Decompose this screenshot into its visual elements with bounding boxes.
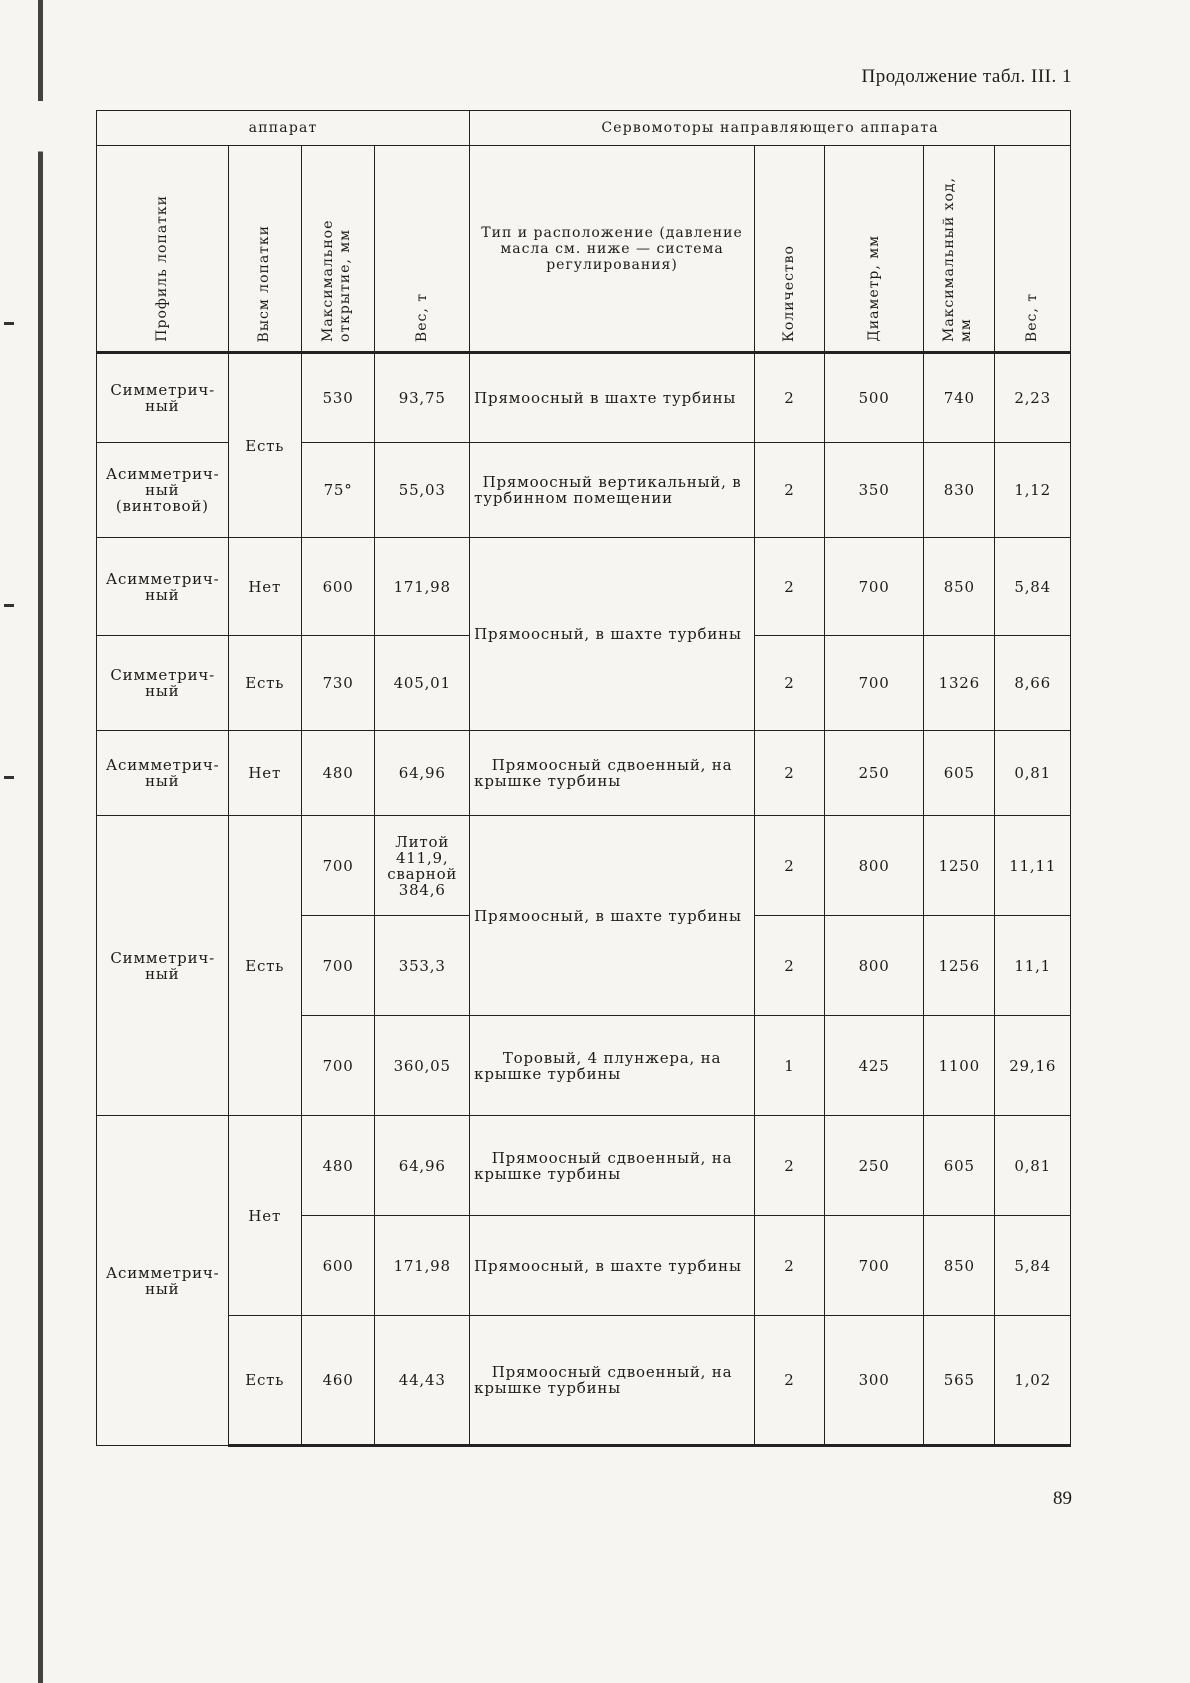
cell-type: Прямоосный, в шахте турбины bbox=[470, 538, 755, 731]
cell-profile: Симметричный bbox=[97, 816, 229, 1116]
table-row bbox=[97, 353, 1071, 443]
table-row bbox=[97, 731, 1071, 816]
cell-weight2: 11,11 bbox=[995, 816, 1071, 916]
cell-weight2: 29,16 bbox=[995, 1016, 1071, 1116]
col-header-opening: Максимальное открытие, мм bbox=[301, 146, 374, 353]
cell-opening: 700 bbox=[301, 816, 374, 916]
cell-diameter: 425 bbox=[825, 1016, 924, 1116]
table-row bbox=[97, 1316, 1071, 1446]
cell-diameter: 800 bbox=[825, 916, 924, 1016]
cell-opening: 730 bbox=[301, 636, 374, 731]
cell-opening: 600 bbox=[301, 538, 374, 636]
cell-diameter: 250 bbox=[825, 1116, 924, 1216]
cell-weight2: 5,84 bbox=[995, 538, 1071, 636]
cell-opening: 460 bbox=[301, 1316, 374, 1446]
cell-weight2: 1,12 bbox=[995, 443, 1071, 538]
table-continuation-caption: Продолжение табл. III. 1 bbox=[861, 66, 1072, 87]
cell-weight: 64,96 bbox=[375, 1116, 470, 1216]
cell-weight: 360,05 bbox=[375, 1016, 470, 1116]
table-row bbox=[97, 1116, 1071, 1216]
cell-stroke: 565 bbox=[924, 1316, 995, 1446]
cell-opening: 530 bbox=[301, 353, 374, 443]
cell-weight: 64,96 bbox=[375, 731, 470, 816]
cell-weight2: 11,1 bbox=[995, 916, 1071, 1016]
cell-diameter: 700 bbox=[825, 1216, 924, 1316]
cell-opening: 700 bbox=[301, 916, 374, 1016]
cell-opening: 600 bbox=[301, 1216, 374, 1316]
cell-stroke: 1100 bbox=[924, 1016, 995, 1116]
cell-stroke: 605 bbox=[924, 1116, 995, 1216]
page-number: 89 bbox=[1053, 1488, 1072, 1509]
cell-weight: 55,03 bbox=[375, 443, 470, 538]
cell-count: 2 bbox=[754, 636, 824, 731]
cell-opening: 75° bbox=[301, 443, 374, 538]
cell-weight: 93,75 bbox=[375, 353, 470, 443]
col-header-weight2: Вес, т bbox=[995, 146, 1071, 353]
cell-count: 2 bbox=[754, 1316, 824, 1446]
cell-diameter: 800 bbox=[825, 816, 924, 916]
cell-weight2: 5,84 bbox=[995, 1216, 1071, 1316]
cell-weight: Литой 411,9, сварной 384,6 bbox=[375, 816, 470, 916]
cell-profile: Асимметричный bbox=[97, 1116, 229, 1446]
scan-binding-edge bbox=[38, 0, 43, 1683]
cell-count: 1 bbox=[754, 1016, 824, 1116]
col-header-count: Количество bbox=[754, 146, 824, 353]
cell-height: Есть bbox=[228, 636, 301, 731]
cell-stroke: 850 bbox=[924, 1216, 995, 1316]
table-row bbox=[97, 816, 1071, 916]
cell-profile: Симметричный bbox=[97, 636, 229, 731]
cell-stroke: 830 bbox=[924, 443, 995, 538]
cell-type: Прямоосный сдвоенный, на крышке турбины bbox=[470, 1116, 755, 1216]
cell-weight: 171,98 bbox=[375, 538, 470, 636]
cell-height: Нет bbox=[228, 1116, 301, 1316]
col-header-stroke: Максимальный ход, мм bbox=[924, 146, 995, 353]
cell-type: Прямоосный сдвоенный, на крышке турбины bbox=[470, 731, 755, 816]
cell-height: Нет bbox=[228, 538, 301, 636]
cell-count: 2 bbox=[754, 353, 824, 443]
cell-height: Нет bbox=[228, 731, 301, 816]
cell-count: 2 bbox=[754, 1116, 824, 1216]
cell-stroke: 605 bbox=[924, 731, 995, 816]
cell-profile: Симметричный bbox=[97, 353, 229, 443]
col-header-diameter: Диаметр, мм bbox=[825, 146, 924, 353]
turbine-data-table bbox=[96, 110, 1071, 1447]
cell-type: Прямоосный, в шахте турбины bbox=[470, 1216, 755, 1316]
cell-weight: 171,98 bbox=[375, 1216, 470, 1316]
cell-stroke: 1250 bbox=[924, 816, 995, 916]
cell-height: Есть bbox=[228, 816, 301, 1116]
cell-stroke: 850 bbox=[924, 538, 995, 636]
cell-weight: 405,01 bbox=[375, 636, 470, 731]
cell-stroke: 1256 bbox=[924, 916, 995, 1016]
cell-type: Прямоосный вертикальный, в турбинном помещении bbox=[470, 443, 755, 538]
cell-diameter: 350 bbox=[825, 443, 924, 538]
cell-type: Торовый, 4 плунжера, на крышке турбины bbox=[470, 1016, 755, 1116]
cell-count: 2 bbox=[754, 443, 824, 538]
cell-diameter: 700 bbox=[825, 538, 924, 636]
cell-profile: Асимметричный bbox=[97, 538, 229, 636]
group-header-servomotors: Сервомоторы направляющего аппарата bbox=[470, 111, 1071, 146]
cell-stroke: 1326 bbox=[924, 636, 995, 731]
cell-type: Прямоосный сдвоенный, на крышке турбины bbox=[470, 1316, 755, 1446]
cell-weight: 44,43 bbox=[375, 1316, 470, 1446]
cell-stroke: 740 bbox=[924, 353, 995, 443]
cell-diameter: 250 bbox=[825, 731, 924, 816]
cell-opening: 700 bbox=[301, 1016, 374, 1116]
cell-opening: 480 bbox=[301, 731, 374, 816]
cell-count: 2 bbox=[754, 1216, 824, 1316]
col-header-profile: Профиль лопатки bbox=[97, 146, 229, 353]
cell-height: Есть bbox=[228, 1316, 301, 1446]
cell-weight: 353,3 bbox=[375, 916, 470, 1016]
scan-mark bbox=[4, 776, 14, 779]
cell-profile: Асимметричный (винтовой) bbox=[97, 443, 229, 538]
cell-diameter: 500 bbox=[825, 353, 924, 443]
cell-weight2: 0,81 bbox=[995, 731, 1071, 816]
cell-opening: 480 bbox=[301, 1116, 374, 1216]
cell-count: 2 bbox=[754, 816, 824, 916]
scan-mark bbox=[4, 322, 14, 325]
cell-type: Прямоосный, в шахте турбины bbox=[470, 816, 755, 1016]
cell-count: 2 bbox=[754, 731, 824, 816]
cell-count: 2 bbox=[754, 538, 824, 636]
cell-weight2: 2,23 bbox=[995, 353, 1071, 443]
cell-type: Прямоосный в шахте турбины bbox=[470, 353, 755, 443]
cell-weight2: 1,02 bbox=[995, 1316, 1071, 1446]
cell-diameter: 300 bbox=[825, 1316, 924, 1446]
col-header-weight: Вес, т bbox=[375, 146, 470, 353]
group-header-apparatus: аппарат bbox=[97, 111, 470, 146]
cell-profile: Асимметричный bbox=[97, 731, 229, 816]
cell-height: Есть bbox=[228, 353, 301, 538]
col-header-type: Тип и расположение (давление масла см. ниже — система регулирования) bbox=[470, 146, 755, 353]
cell-diameter: 700 bbox=[825, 636, 924, 731]
table-row bbox=[97, 538, 1071, 636]
col-header-height: Высм лопатки bbox=[228, 146, 301, 353]
cell-weight2: 8,66 bbox=[995, 636, 1071, 731]
cell-count: 2 bbox=[754, 916, 824, 1016]
scan-mark bbox=[4, 604, 14, 607]
cell-weight2: 0,81 bbox=[995, 1116, 1071, 1216]
